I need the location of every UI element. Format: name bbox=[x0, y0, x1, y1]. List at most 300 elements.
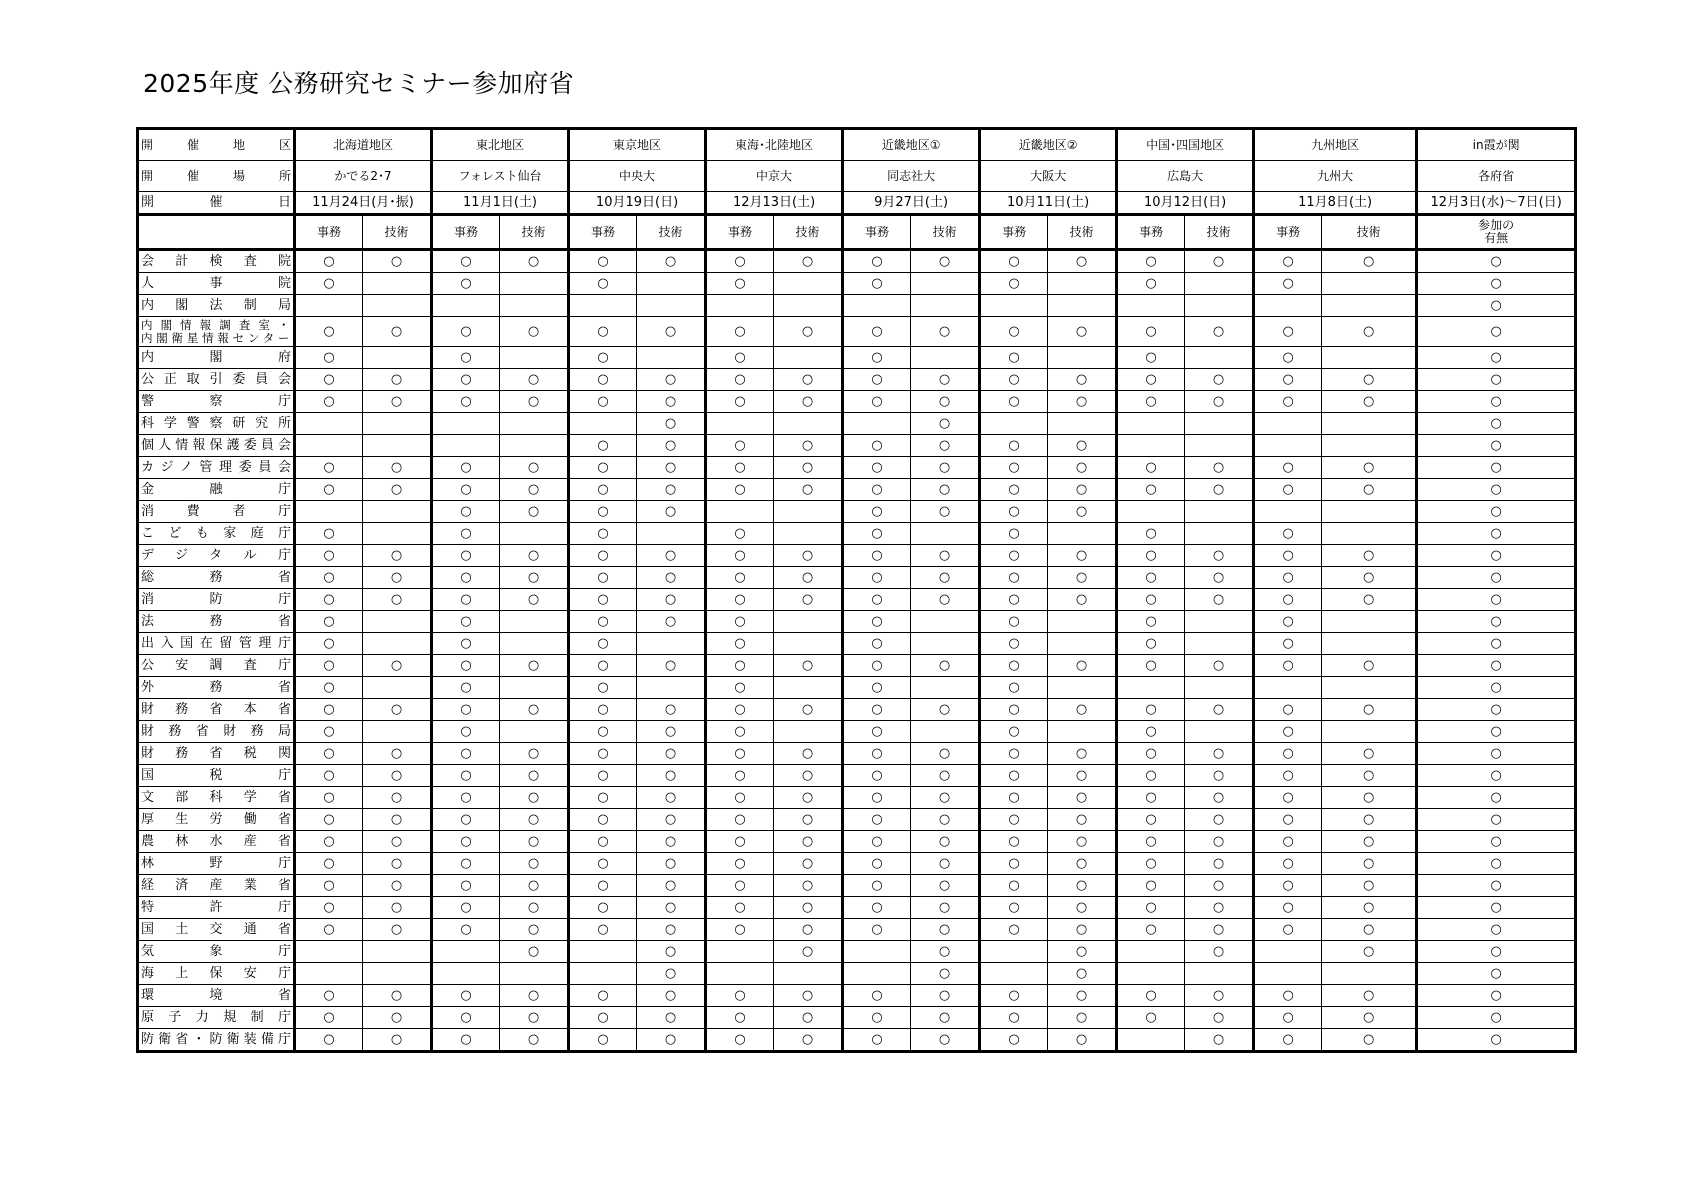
gijutsu-cell bbox=[1322, 413, 1417, 435]
circle-mark: ○ bbox=[597, 372, 609, 387]
gijutsu-cell bbox=[637, 831, 706, 853]
gijutsu-cell bbox=[363, 567, 432, 589]
circle-mark: ○ bbox=[1212, 324, 1225, 339]
circle-mark: ○ bbox=[1282, 636, 1294, 651]
gijutsu-cell bbox=[637, 347, 706, 369]
gijutsu-cell bbox=[1322, 875, 1417, 897]
gijutsu-cell bbox=[500, 369, 569, 391]
gijutsu-cell bbox=[500, 457, 569, 479]
circle-mark: ○ bbox=[871, 592, 883, 607]
jimu-cell bbox=[980, 787, 1048, 809]
circle-mark: ○ bbox=[390, 834, 403, 849]
circle-mark: ○ bbox=[1212, 592, 1225, 607]
region-venue-cell: 中央大 bbox=[569, 161, 706, 192]
gijutsu-cell bbox=[363, 743, 432, 765]
circle-mark: ○ bbox=[1145, 746, 1157, 761]
gijutsu-cell bbox=[911, 391, 980, 413]
circle-mark: ○ bbox=[1075, 592, 1088, 607]
gijutsu-cell bbox=[1048, 787, 1117, 809]
circle-mark: ○ bbox=[1282, 856, 1294, 871]
jimu-cell bbox=[432, 545, 500, 567]
circle-mark: ○ bbox=[527, 878, 540, 893]
jimu-cell bbox=[706, 743, 774, 765]
jimu-cell bbox=[295, 1007, 363, 1029]
jimu-cell bbox=[1254, 501, 1322, 523]
gijutsu-cell bbox=[774, 545, 843, 567]
gijutsu-cell bbox=[637, 413, 706, 435]
circle-mark: ○ bbox=[1075, 254, 1088, 269]
jimu-cell bbox=[569, 765, 637, 787]
participation-cell bbox=[1417, 567, 1576, 589]
circle-mark: ○ bbox=[323, 276, 335, 291]
circle-mark: ○ bbox=[323, 324, 335, 339]
circle-mark: ○ bbox=[527, 944, 540, 959]
circle-mark: ○ bbox=[323, 768, 335, 783]
jimu-cell bbox=[980, 611, 1048, 633]
circle-mark: ○ bbox=[1008, 636, 1020, 651]
jimu-cell bbox=[706, 897, 774, 919]
ministry-name: 金融庁 bbox=[138, 479, 295, 501]
circle-mark: ○ bbox=[1212, 856, 1225, 871]
circle-mark: ○ bbox=[801, 922, 814, 937]
jimu-cell bbox=[843, 941, 911, 963]
jimu-cell bbox=[843, 985, 911, 1007]
circle-mark: ○ bbox=[871, 526, 883, 541]
circle-mark: ○ bbox=[1145, 350, 1157, 365]
gijutsu-cell bbox=[1185, 787, 1254, 809]
circle-mark: ○ bbox=[1212, 922, 1225, 937]
circle-mark: ○ bbox=[1282, 724, 1294, 739]
circle-mark: ○ bbox=[460, 526, 472, 541]
jimu-cell bbox=[1117, 743, 1185, 765]
gijutsu-cell bbox=[774, 875, 843, 897]
region-venue-cell: 大阪大 bbox=[980, 161, 1117, 192]
gijutsu-cell bbox=[363, 853, 432, 875]
jimu-cell bbox=[432, 457, 500, 479]
circle-mark: ○ bbox=[1490, 812, 1502, 827]
circle-mark: ○ bbox=[871, 438, 883, 453]
circle-mark: ○ bbox=[1075, 548, 1088, 563]
ministry-name-line2: 内閣衛星情報センター bbox=[141, 330, 291, 345]
gijutsu-cell bbox=[1048, 1007, 1117, 1029]
circle-mark: ○ bbox=[1490, 254, 1502, 269]
gijutsu-cell bbox=[363, 1007, 432, 1029]
jimu-cell bbox=[569, 369, 637, 391]
circle-mark: ○ bbox=[871, 324, 883, 339]
jimu-cell bbox=[980, 391, 1048, 413]
table-row bbox=[138, 391, 1576, 413]
jimu-cell bbox=[1117, 699, 1185, 721]
circle-mark: ○ bbox=[390, 658, 403, 673]
gijutsu-cell bbox=[1185, 250, 1254, 273]
circle-mark: ○ bbox=[1212, 988, 1225, 1003]
jimu-cell bbox=[569, 853, 637, 875]
gijutsu-cell bbox=[1322, 347, 1417, 369]
gijutsu-cell bbox=[911, 317, 980, 347]
circle-mark: ○ bbox=[734, 548, 746, 563]
circle-mark: ○ bbox=[801, 482, 814, 497]
jimu-cell bbox=[432, 567, 500, 589]
header-label-date: 開催日 bbox=[138, 192, 295, 215]
gijutsu-cell bbox=[774, 853, 843, 875]
circle-mark: ○ bbox=[871, 812, 883, 827]
gijutsu-cell bbox=[500, 1029, 569, 1052]
jimu-cell bbox=[569, 875, 637, 897]
jimu-cell bbox=[569, 1007, 637, 1029]
jimu-cell bbox=[980, 567, 1048, 589]
circle-mark: ○ bbox=[1490, 570, 1502, 585]
ministry-name: 厚生労働省 bbox=[138, 809, 295, 831]
gijutsu-cell bbox=[500, 413, 569, 435]
jimu-cell bbox=[295, 317, 363, 347]
jimu-cell bbox=[1117, 809, 1185, 831]
circle-mark: ○ bbox=[1362, 482, 1375, 497]
gijutsu-cell bbox=[637, 435, 706, 457]
gijutsu-cell bbox=[911, 435, 980, 457]
circle-mark: ○ bbox=[1282, 324, 1294, 339]
circle-mark: ○ bbox=[801, 570, 814, 585]
gijutsu-cell bbox=[637, 853, 706, 875]
ministry-name: 財務省税関 bbox=[138, 743, 295, 765]
gijutsu-cell bbox=[774, 677, 843, 699]
circle-mark: ○ bbox=[938, 746, 951, 761]
jimu-cell bbox=[980, 831, 1048, 853]
participation-cell bbox=[1417, 391, 1576, 413]
jimu-cell bbox=[1117, 369, 1185, 391]
circle-mark: ○ bbox=[801, 768, 814, 783]
circle-mark: ○ bbox=[460, 658, 472, 673]
ministry-name: 警察庁 bbox=[138, 391, 295, 413]
circle-mark: ○ bbox=[1490, 460, 1502, 475]
circle-mark: ○ bbox=[597, 570, 609, 585]
circle-mark: ○ bbox=[1490, 790, 1502, 805]
gijutsu-cell bbox=[1048, 250, 1117, 273]
circle-mark: ○ bbox=[938, 768, 951, 783]
circle-mark: ○ bbox=[938, 504, 951, 519]
jimu-cell bbox=[1254, 1007, 1322, 1029]
jimu-cell bbox=[980, 809, 1048, 831]
circle-mark: ○ bbox=[1362, 1010, 1375, 1025]
table-row bbox=[138, 721, 1576, 743]
region-date-cell: 11月1日(土) bbox=[432, 192, 569, 215]
jimu-cell bbox=[980, 633, 1048, 655]
gijutsu-cell bbox=[363, 295, 432, 317]
circle-mark: ○ bbox=[1145, 482, 1157, 497]
jimu-cell bbox=[1254, 589, 1322, 611]
jimu-cell bbox=[980, 317, 1048, 347]
circle-mark: ○ bbox=[1008, 746, 1020, 761]
gijutsu-cell bbox=[637, 273, 706, 295]
table-row bbox=[138, 523, 1576, 545]
circle-mark: ○ bbox=[1490, 324, 1502, 339]
gijutsu-cell bbox=[363, 875, 432, 897]
jimu-cell bbox=[1254, 273, 1322, 295]
circle-mark: ○ bbox=[1362, 548, 1375, 563]
gijutsu-cell bbox=[774, 743, 843, 765]
gijutsu-cell bbox=[363, 479, 432, 501]
circle-mark: ○ bbox=[734, 460, 746, 475]
gijutsu-cell bbox=[1048, 611, 1117, 633]
circle-mark: ○ bbox=[1362, 394, 1375, 409]
circle-mark: ○ bbox=[597, 614, 609, 629]
circle-mark: ○ bbox=[871, 614, 883, 629]
circle-mark: ○ bbox=[527, 988, 540, 1003]
jimu-cell bbox=[432, 523, 500, 545]
gijutsu-cell bbox=[500, 809, 569, 831]
gijutsu-cell bbox=[774, 831, 843, 853]
table-row bbox=[138, 347, 1576, 369]
circle-mark: ○ bbox=[1490, 394, 1502, 409]
circle-mark: ○ bbox=[871, 746, 883, 761]
gijutsu-cell bbox=[363, 457, 432, 479]
jimu-cell bbox=[1117, 897, 1185, 919]
circle-mark: ○ bbox=[1490, 988, 1502, 1003]
gijutsu-cell bbox=[1322, 897, 1417, 919]
gijutsu-cell bbox=[363, 765, 432, 787]
jimu-cell bbox=[843, 743, 911, 765]
jimu-cell bbox=[706, 611, 774, 633]
jimu-cell bbox=[295, 831, 363, 853]
circle-mark: ○ bbox=[1362, 702, 1375, 717]
gijutsu-cell bbox=[774, 699, 843, 721]
circle-mark: ○ bbox=[801, 394, 814, 409]
circle-mark: ○ bbox=[664, 702, 677, 717]
jimu-cell bbox=[295, 250, 363, 273]
circle-mark: ○ bbox=[871, 372, 883, 387]
circle-mark: ○ bbox=[1282, 482, 1294, 497]
circle-mark: ○ bbox=[734, 812, 746, 827]
jimu-cell bbox=[706, 567, 774, 589]
circle-mark: ○ bbox=[323, 350, 335, 365]
gijutsu-cell bbox=[774, 523, 843, 545]
jimu-cell bbox=[569, 295, 637, 317]
gijutsu-cell bbox=[911, 413, 980, 435]
gijutsu-cell bbox=[1048, 941, 1117, 963]
table-row bbox=[138, 897, 1576, 919]
gijutsu-cell bbox=[1048, 985, 1117, 1007]
circle-mark: ○ bbox=[938, 812, 951, 827]
jimu-cell bbox=[569, 677, 637, 699]
circle-mark: ○ bbox=[1075, 856, 1088, 871]
gijutsu-cell bbox=[363, 501, 432, 523]
jimu-cell bbox=[1254, 765, 1322, 787]
ministry-name: 公正取引委員会 bbox=[138, 369, 295, 391]
region-date-cell: 11月8日(土) bbox=[1254, 192, 1417, 215]
participation-cell bbox=[1417, 677, 1576, 699]
circle-mark: ○ bbox=[527, 372, 540, 387]
gijutsu-cell bbox=[1185, 347, 1254, 369]
circle-mark: ○ bbox=[1008, 526, 1020, 541]
gijutsu-cell bbox=[1185, 765, 1254, 787]
circle-mark: ○ bbox=[323, 1010, 335, 1025]
jimu-cell bbox=[432, 853, 500, 875]
circle-mark: ○ bbox=[460, 790, 472, 805]
gijutsu-cell bbox=[500, 501, 569, 523]
circle-mark: ○ bbox=[871, 988, 883, 1003]
circle-mark: ○ bbox=[1362, 768, 1375, 783]
ministry-name: 会計検査院 bbox=[138, 250, 295, 273]
gijutsu-cell bbox=[1322, 831, 1417, 853]
gijutsu-cell bbox=[1322, 743, 1417, 765]
jimu-cell bbox=[980, 765, 1048, 787]
gijutsu-cell bbox=[1322, 369, 1417, 391]
circle-mark: ○ bbox=[323, 724, 335, 739]
jimu-cell bbox=[432, 589, 500, 611]
circle-mark: ○ bbox=[527, 702, 540, 717]
gijutsu-cell bbox=[363, 655, 432, 677]
circle-mark: ○ bbox=[1212, 254, 1225, 269]
circle-mark: ○ bbox=[1008, 548, 1020, 563]
jimu-cell bbox=[843, 347, 911, 369]
table-row bbox=[138, 677, 1576, 699]
circle-mark: ○ bbox=[1145, 702, 1157, 717]
jimu-cell bbox=[1117, 1007, 1185, 1029]
gijutsu-cell bbox=[1322, 611, 1417, 633]
jimu-cell bbox=[1254, 347, 1322, 369]
gijutsu-cell bbox=[1048, 479, 1117, 501]
gijutsu-cell bbox=[1322, 479, 1417, 501]
participation-cell bbox=[1417, 295, 1576, 317]
circle-mark: ○ bbox=[1490, 900, 1502, 915]
gijutsu-cell bbox=[911, 1029, 980, 1052]
circle-mark: ○ bbox=[390, 900, 403, 915]
gijutsu-cell bbox=[363, 831, 432, 853]
jimu-cell bbox=[843, 457, 911, 479]
gijutsu-cell bbox=[774, 765, 843, 787]
table-row bbox=[138, 545, 1576, 567]
gijutsu-cell bbox=[1048, 875, 1117, 897]
jimu-cell bbox=[1117, 589, 1185, 611]
circle-mark: ○ bbox=[1212, 812, 1225, 827]
jimu-cell bbox=[980, 1029, 1048, 1052]
circle-mark: ○ bbox=[460, 702, 472, 717]
circle-mark: ○ bbox=[734, 394, 746, 409]
jimu-cell bbox=[432, 743, 500, 765]
jimu-cell bbox=[569, 479, 637, 501]
gijutsu-cell bbox=[637, 655, 706, 677]
jimu-cell bbox=[295, 413, 363, 435]
gijutsu-cell bbox=[1048, 809, 1117, 831]
gijutsu-cell bbox=[1322, 523, 1417, 545]
circle-mark: ○ bbox=[664, 394, 677, 409]
jimu-cell bbox=[295, 787, 363, 809]
circle-mark: ○ bbox=[1145, 1010, 1157, 1025]
gijutsu-cell bbox=[363, 699, 432, 721]
circle-mark: ○ bbox=[801, 856, 814, 871]
jimu-cell bbox=[432, 633, 500, 655]
gijutsu-cell bbox=[637, 567, 706, 589]
circle-mark: ○ bbox=[597, 460, 609, 475]
circle-mark: ○ bbox=[871, 548, 883, 563]
table-row bbox=[138, 435, 1576, 457]
participation-cell bbox=[1417, 985, 1576, 1007]
circle-mark: ○ bbox=[938, 324, 951, 339]
circle-mark: ○ bbox=[734, 746, 746, 761]
circle-mark: ○ bbox=[1075, 702, 1088, 717]
circle-mark: ○ bbox=[460, 350, 472, 365]
circle-mark: ○ bbox=[938, 790, 951, 805]
circle-mark: ○ bbox=[801, 702, 814, 717]
circle-mark: ○ bbox=[1008, 922, 1020, 937]
gijutsu-cell bbox=[500, 787, 569, 809]
col-header-jimu: 事務 bbox=[295, 215, 363, 250]
circle-mark: ○ bbox=[1008, 592, 1020, 607]
circle-mark: ○ bbox=[801, 658, 814, 673]
jimu-cell bbox=[295, 853, 363, 875]
gijutsu-cell bbox=[1048, 633, 1117, 655]
gijutsu-cell bbox=[637, 743, 706, 765]
circle-mark: ○ bbox=[1008, 460, 1020, 475]
gijutsu-cell bbox=[637, 985, 706, 1007]
circle-mark: ○ bbox=[664, 504, 677, 519]
circle-mark: ○ bbox=[871, 1032, 883, 1047]
circle-mark: ○ bbox=[323, 460, 335, 475]
circle-mark: ○ bbox=[871, 254, 883, 269]
jimu-cell bbox=[980, 413, 1048, 435]
gijutsu-cell bbox=[1322, 721, 1417, 743]
region-name-cell: 北海道地区 bbox=[295, 129, 432, 161]
gijutsu-cell bbox=[774, 655, 843, 677]
circle-mark: ○ bbox=[1145, 592, 1157, 607]
gijutsu-cell bbox=[363, 545, 432, 567]
gijutsu-cell bbox=[774, 787, 843, 809]
ministry-name: 出入国在留管理庁 bbox=[138, 633, 295, 655]
table-row bbox=[138, 1029, 1576, 1052]
gijutsu-cell bbox=[1185, 853, 1254, 875]
circle-mark: ○ bbox=[1145, 658, 1157, 673]
gijutsu-cell bbox=[1048, 831, 1117, 853]
gijutsu-cell bbox=[637, 391, 706, 413]
circle-mark: ○ bbox=[1145, 372, 1157, 387]
jimu-cell bbox=[706, 809, 774, 831]
ministry-name: 人事院 bbox=[138, 273, 295, 295]
col-header-jimu: 事務 bbox=[569, 215, 637, 250]
circle-mark: ○ bbox=[1145, 922, 1157, 937]
circle-mark: ○ bbox=[1212, 1032, 1225, 1047]
circle-mark: ○ bbox=[664, 614, 677, 629]
gijutsu-cell bbox=[500, 611, 569, 633]
jimu-cell bbox=[569, 963, 637, 985]
participation-cell bbox=[1417, 347, 1576, 369]
gijutsu-cell bbox=[500, 853, 569, 875]
gijutsu-cell bbox=[1048, 677, 1117, 699]
circle-mark: ○ bbox=[1282, 922, 1294, 937]
circle-mark: ○ bbox=[323, 548, 335, 563]
jimu-cell bbox=[1254, 655, 1322, 677]
gijutsu-cell bbox=[363, 347, 432, 369]
circle-mark: ○ bbox=[871, 878, 883, 893]
circle-mark: ○ bbox=[871, 394, 883, 409]
jimu-cell bbox=[706, 677, 774, 699]
circle-mark: ○ bbox=[1075, 482, 1088, 497]
circle-mark: ○ bbox=[1362, 254, 1375, 269]
circle-mark: ○ bbox=[1075, 570, 1088, 585]
jimu-cell bbox=[1254, 809, 1322, 831]
ministry-name: 消費者庁 bbox=[138, 501, 295, 523]
jimu-cell bbox=[569, 250, 637, 273]
circle-mark: ○ bbox=[1212, 878, 1225, 893]
circle-mark: ○ bbox=[323, 702, 335, 717]
circle-mark: ○ bbox=[597, 746, 609, 761]
jimu-cell bbox=[1254, 897, 1322, 919]
gijutsu-cell bbox=[1048, 347, 1117, 369]
circle-mark: ○ bbox=[1008, 724, 1020, 739]
circle-mark: ○ bbox=[1075, 658, 1088, 673]
jimu-cell bbox=[1254, 479, 1322, 501]
gijutsu-cell bbox=[1322, 589, 1417, 611]
table-row bbox=[138, 413, 1576, 435]
circle-mark: ○ bbox=[1362, 324, 1375, 339]
